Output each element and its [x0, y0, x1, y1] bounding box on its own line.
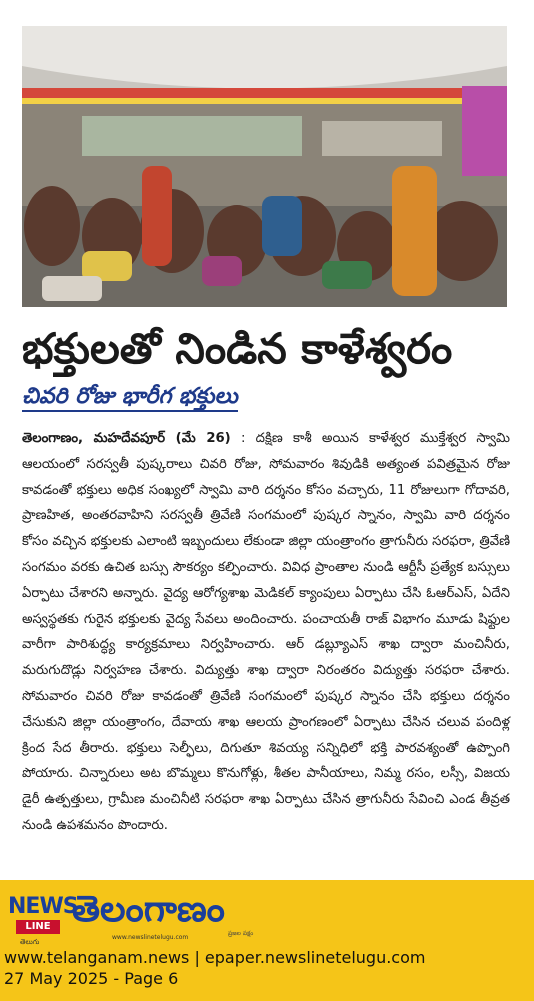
devotees-crowd-image	[22, 26, 507, 307]
footer-urls[interactable]: www.telanganam.news | epaper.newslinetelugu.com	[4, 948, 426, 967]
brand-tagline: ప్రజల పక్షం	[228, 930, 254, 937]
article-subheadline: చివరి రోజు భారీగ భక్తులు	[22, 384, 238, 409]
footer-banner	[0, 880, 534, 1001]
footer-date-page: 27 May 2025 - Page 6	[4, 969, 179, 988]
article-headline: భక్తులతో నిండిన కాళేశ్వరం	[22, 324, 453, 373]
subhead-underline	[22, 410, 238, 412]
logo-telugu-text: తెలుగు	[20, 938, 40, 946]
brand-small-url: www.newslinetelugu.com	[112, 934, 189, 941]
telanganam-brand: తెలంగాణం	[72, 889, 225, 930]
logo-news-text: NEWS	[8, 894, 78, 919]
newsline-logo	[8, 894, 78, 946]
article-body-text: : దక్షిణ కాశీ అయిన కాళేశ్వర ముక్తేశ్వర స్వామి ఆలయంలో సరస్వతీ పుష్కరాలు చివరి రోజు, సోమవారం శివుడికి అత్యంత పవిత్రమైన రోజు కావడంతో భక్తులు అధిక సంఖ్యలో స్వామి వారి దర్శనం కోసం వచ్చారు, 11 రోజులుగా గోదావరి, ప్రాణహిత, అంతరవాహిని సరస్వతీ త్రివేణి సంగమంలో పుష్కర స్నానం, స్వామి వారి దర్శనం కోసం వచ్చిన భక్తులకు ఎలాంటి ఇబ్బందులు లేకుండా జిల్లా యంత్రాంగం త్రాగునీరు సరఫరా, త్రివేణి సంగమం వరకు ఉచిత బస్సు సౌకర్యం కల్పించారు. వివిధ ప్రాంతాల నుండి ఆర్టీసీ ప్రత్యేక బస్సులు ఏర్పాటు చేశారని అన్నారు. వైద్య ఆరోగ్యశాఖ మెడికల్ క్యాంపులు ఏర్పాటు చేసి ఓఆర్ఎస్, ఏదేని అస్వస్థతకు గురైన భక్తులకు వైద్య సేవలు అందించారు. పంచాయతీ రాజ్ విభాగం మూడు షిఫ్టుల వారీగా పారిశుద్ధ్య కార్యక్రమాలు నిర్వహించారు. ఆర్ డబ్ల్యూఎస్ శాఖ ద్వారా మంచినీరు, మరుగుదొడ్లు నిర్వహణ చేశారు. విద్యుత్తు శాఖ ద్వారా నిరంతరం విద్యుత్తు సరఫరా చేశారు. సోమవారం చివరి రోజు కావడంతో త్రివేణి సంగమంలో పుష్కర స్నానం చేసి భక్తులు దర్శనం చేసుకుని జిల్లా యంత్రాంగం, దేవాయ శాఖ ఆలయ ప్రాంగణంలో ఏర్పాటు చేసిన చలువ పందిళ్ల క్రింద సేద తీరారు. భక్తులు సెల్ఫీలు, దిగుతూ శివయ్య సన్నిధిలో భక్తి పారవశ్యంతో ఉప్పొంగి పోయారు. చిన్నారులు అట బొమ్మలు కొనుగోళ్లు, శీతల పానీయాలు, నిమ్మ రసం, లస్సీ, విజయ డైరీ ఉత్పత్తులు, గ్రామీణ మంచినీటి సరఫరా శాఖ ఏర్పాటు చేసిన త్రాగునీరు సేవించి ఎండ తీవ్రత నుండి ఉపశమనం పొందారు.	[22, 431, 510, 833]
article-dateline: తెలంగాణం, మహదేవపూర్ (మే 26)	[22, 431, 231, 446]
logo-line-text: LINE	[16, 920, 60, 934]
article-photo	[22, 26, 507, 307]
article-body	[22, 426, 510, 839]
